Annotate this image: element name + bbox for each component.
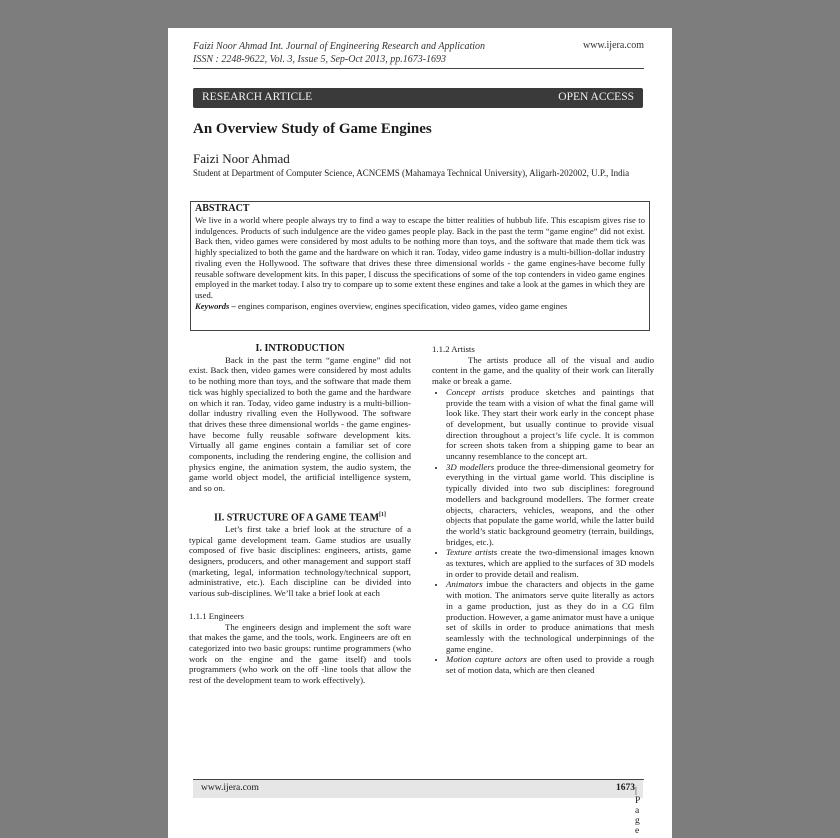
open-access-label: OPEN ACCESS: [558, 91, 634, 103]
page-footer: [193, 780, 643, 836]
engineers-paragraph: The engineers design and implement the soft ware that makes the game, and the tools, work. Engineers are oft en categorized into two basic groups: runtime programmers (who work on the engine and the game itself) and tools programmers (who work on the off -line tools that allow the rest of the development team to work effectively).: [189, 621, 411, 686]
list-item: [446, 579, 654, 654]
subsection-heading-engineers: 1.1.1 Engineers: [189, 610, 244, 621]
section-heading-structure: [189, 510, 411, 524]
header-site-link[interactable]: www.ijera.com: [583, 40, 644, 51]
paper-page: [168, 28, 672, 838]
keywords-line: [195, 301, 645, 312]
author-name: Faizi Noor Ahmad: [193, 151, 290, 166]
keywords-text: engines comparison, engines overview, engines specification, video games, video game engines: [235, 300, 568, 311]
role-description: create the two-dimensional images known as textures, which are applied to the surfaces of 3D models in order to provide detail and realism.: [446, 547, 655, 579]
research-article-label: RESEARCH ARTICLE: [202, 91, 313, 103]
role-term: Motion capture actors: [446, 654, 527, 665]
list-item: [446, 462, 654, 548]
abstract-heading: ABSTRACT: [195, 203, 250, 214]
artists-paragraph: The artists produce all of the visual and audio content in the game, and the quality of their work can literally make or break a game.: [432, 354, 654, 387]
role-term: 3D modellers: [446, 461, 495, 472]
article-type-banner: [193, 88, 643, 108]
journal-name: Faizi Noor Ahmad Int. Journal of Engineering Research and Application: [193, 41, 486, 52]
issn-line: ISSN : 2248-9622, Vol. 3, Issue 5, Sep-Oct 2013, pp.1673-1693: [193, 54, 447, 65]
role-description: produce sketches and paintings that provide the team with a vision of what the final game will look like. They start their work early in the concept phase of development, but usually continue to provide visual direction throughout a project’s life cycle. It is common for screen shots taken from a shipping game to bear an uncanny resemblance to the concept art.: [446, 386, 654, 462]
structure-citation: [1]: [379, 511, 387, 518]
header-divider: [193, 68, 644, 69]
left-column: [189, 344, 411, 686]
abstract-text: We live in a world where people always try to find a way to escape the bitter realities of hubbub life. This escapism gives rise to indulgences. Products of such indulgence are the video games people play. Back in the past the term “game engine” did not exist. Back then, video games were considered by most adults to be nothing more than toys, and the software that made them tick was highly specialized to both the game and the hardware on which it ran. Today, video game industry is a multi-billion-dollar industry rivaling even the Hollywood. The software that drives these three dimensional worlds - the game engines-have become fully reusable software development kits. In this paper, I discuss the specifications of some of the top contenders in video game engines employed in the market today. I also try to compare up to some extent these engines and take a look at the games in which they are used.: [195, 215, 645, 300]
structure-paragraph: Let’s first take a brief look at the structure of a typical game development team. Game studios are usually composed of five basic disciplines: engineers, artists, game designers, producers, and other management and support staff (marketing, legal, information technology/technical support, administrative, etc.). Each discipline can be divided into various sub-disciplines. We’ll take a brief look at each: [189, 523, 411, 599]
role-term: Animators: [446, 579, 483, 590]
role-description: imbue the characters and objects in the game with motion. The animators serve quite literally as actors in a game production, just as they do in a CG film production. However, a game animator must have a unique set of skills in order to produce animations that mesh seamlessly with the technological underpinnings of the game engine.: [446, 579, 654, 654]
section-heading-introduction: I. INTRODUCTION: [255, 343, 345, 354]
abstract-box: [190, 201, 650, 331]
role-term: Concept artists: [446, 386, 505, 397]
artist-roles-list: [432, 387, 654, 676]
page-number: [616, 783, 640, 836]
list-item: [446, 547, 654, 579]
page-label: | P a g e: [635, 786, 640, 836]
paper-title: An Overview Study of Game Engines: [193, 121, 432, 137]
structure-heading-text: II. STRUCTURE OF A GAME TEAM: [213, 512, 380, 524]
right-column: [432, 344, 654, 676]
role-description: are often used to provide a rough set of motion data, which are then cleaned: [446, 654, 654, 676]
keywords-label: Keywords –: [195, 300, 236, 311]
journal-header: [193, 40, 485, 66]
list-item: [446, 654, 654, 675]
page-number-value: 1673: [616, 783, 635, 793]
author-affiliation: Student at Department of Computer Science, ACNCEMS (Mahamaya Technical University), Aligarh-202002, U.P., India: [193, 168, 630, 178]
introduction-paragraph: Back in the past the term “game engine” did not exist. Back then, video games were considered by most adults to be nothing more than toys, and the software that made them tick was highly specialized to both the game and the hardware on which it ran. Today, video game industry is a multi-billion-dollar industry rivalling even the Hollywood. The software that drives these three dimensional worlds - the game engines-have become fully reusable software development kits. Virtually all game engines contain a familiar set of core components, including the rendering engine, the collision and physics engine, the animation system, the audio system, the game world object model, the artificial intelligence system, and so on.: [189, 354, 411, 494]
list-item: [446, 387, 654, 462]
role-description: produce the three-dimensional geometry for everything in the virtual game world. This discipline is typically divided into two sub disciplines: foreground modellers and background modellers. The former create objects, characters, vehicles, weapons, and the other objects that populate the game world, while the latter build the world’s static background geometry (terrain, buildings, bridges, etc.).: [446, 461, 654, 547]
footer-site-link[interactable]: www.ijera.com: [201, 783, 259, 793]
subsection-heading-artists: 1.1.2 Artists: [432, 344, 475, 354]
role-term: Texture artists: [446, 547, 498, 558]
